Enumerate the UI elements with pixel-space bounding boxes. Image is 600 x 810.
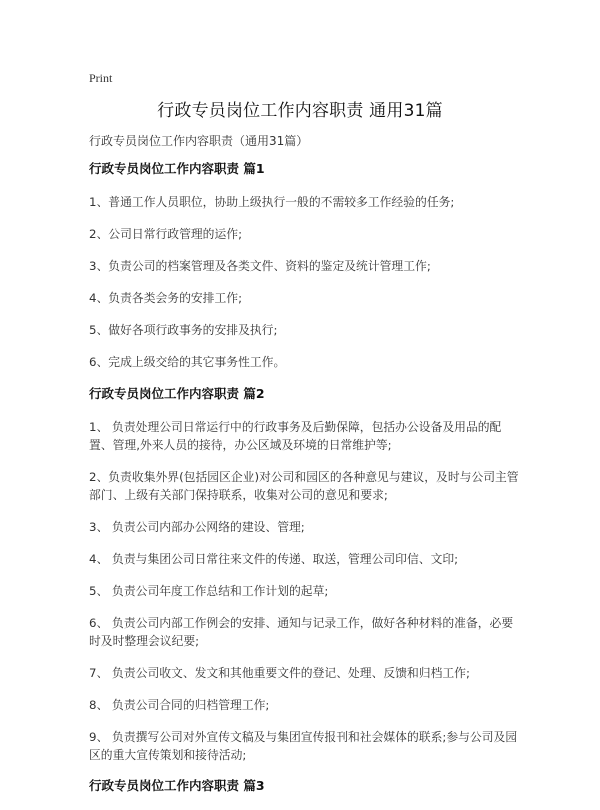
document-content	[89, 160, 521, 810]
print-label: Print	[89, 71, 113, 85]
list-item: 6、 负责公司内部工作例会的安排、通知与记录工作，做好各种材料的准备，必要时及时整理会议纪要;	[89, 616, 514, 648]
list-item: 6、完成上级交给的其它事务性工作。	[89, 355, 286, 369]
list-item: 1、 负责处理公司日常运行中的行政事务及后勤保障，包括办公设备及用品的配置、管理,外来人员的接待，办公区域及环境的日常维护等;	[89, 420, 502, 452]
list-item: 9、 负责撰写公司对外宣传文稿及与集团宣传报刊和社会媒体的联系;参与公司及园区的重大宣传策划和接待活动;	[89, 730, 518, 762]
list-item: 4、 负责与集团公司日常往来文件的传递、取送，管理公司印信、文印;	[89, 552, 459, 566]
list-item: 5、做好各项行政事务的安排及执行;	[89, 323, 278, 337]
page-title: 行政专员岗位工作内容职责 通用31篇	[157, 101, 443, 121]
list-item: 2、负责收集外界(包括园区企业)对公司和园区的各种意见与建议，及时与公司主管部门、上级有关部门保持联系，收集对公司的意见和要求;	[89, 470, 519, 502]
list-item: 1、普通工作人员职位，协助上级执行一般的不需较多工作经验的任务;	[89, 195, 455, 209]
list-item: 3、 负责公司内部办公网络的建设、管理;	[89, 520, 305, 534]
document-subtitle: 行政专员岗位工作内容职责（通用31篇）	[89, 134, 309, 148]
list-item: 2、公司日常行政管理的运作;	[89, 227, 243, 241]
list-item: 7、 负责公司收文、发文和其他重要文件的登记、处理、反馈和归档工作;	[89, 666, 470, 680]
list-item: 8、 负责公司合同的归档管理工作;	[89, 698, 270, 712]
section-heading-1: 行政专员岗位工作内容职责 篇1	[89, 161, 265, 176]
list-item: 4、负责各类会务的安排工作;	[89, 291, 243, 305]
section-heading-3: 行政专员岗位工作内容职责 篇3	[89, 778, 265, 793]
list-item: 3、负责公司的档案管理及各类文件、资料的鉴定及统计管理工作;	[89, 259, 431, 273]
list-item: 5、 负责公司年度工作总结和工作计划的起草;	[89, 584, 329, 598]
section-heading-2: 行政专员岗位工作内容职责 篇2	[89, 386, 265, 401]
